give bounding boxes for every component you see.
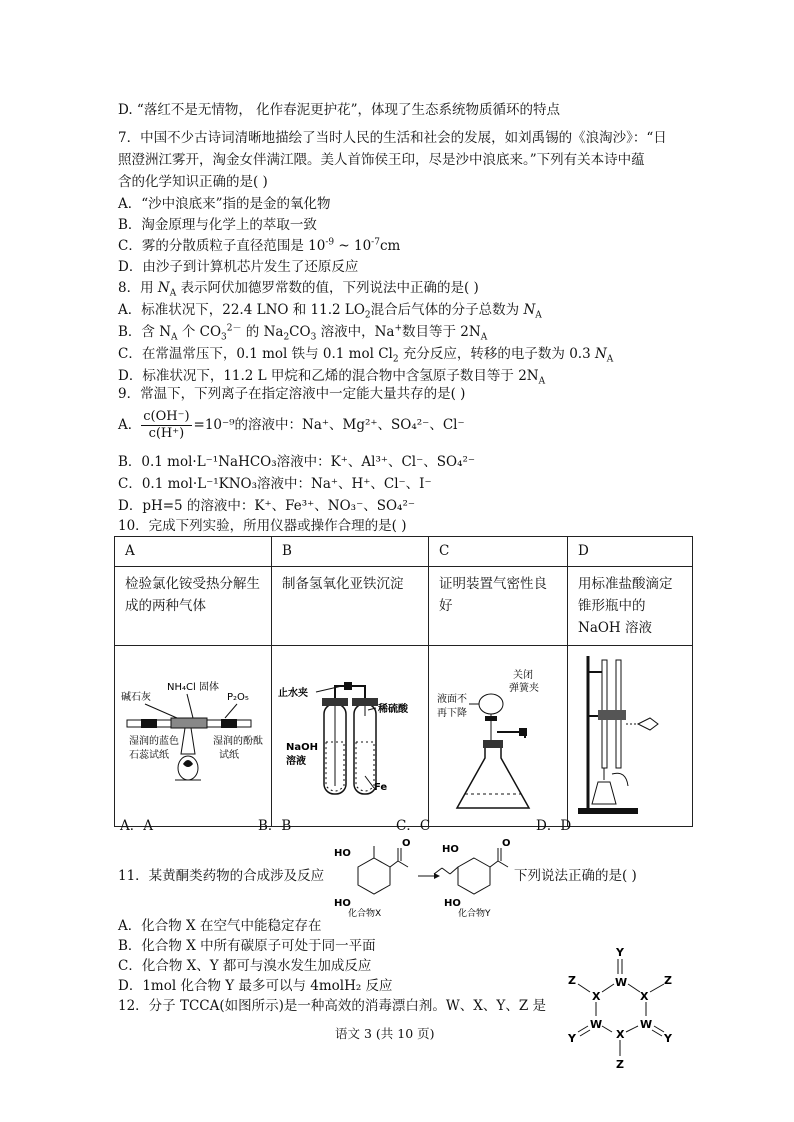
- q10-experiment-table: [114, 536, 693, 827]
- q7-stem-line2: 照澄洲江雾开，淘金女伴满江隈。美人首饰侯王印，尽是沙中浪底来。”下列有关本诗中蕴: [118, 152, 645, 168]
- svg-text:X: X: [640, 990, 649, 1003]
- q8-option-d: D．标准状况下，11.2 L 甲烷和乙烯的混合物中含氢原子数目等于 $2N_A$: [118, 368, 546, 387]
- q7-stem-line3: 含的化学知识正确的是( ): [118, 174, 268, 190]
- q11-option-c: C．化合物 X、Y 都可与溴水发生加成反应: [118, 958, 372, 974]
- ferrous-hydroxide-apparatus: [272, 646, 428, 822]
- svg-text:HO: HO: [334, 848, 351, 859]
- svg-text:再下降: 再下降: [437, 708, 467, 719]
- task-b: 制备氢氧化亚铁沉淀: [272, 567, 429, 646]
- q10-answer-c: C．C: [396, 818, 431, 834]
- q7-option-d: D．由沙子到计算机芯片发生了还原反应: [118, 259, 359, 275]
- svg-text:Z: Z: [568, 974, 576, 987]
- q10-answer-a: A．A: [120, 818, 153, 834]
- col-header-a: A: [115, 537, 272, 567]
- q12-stem: 12．分子 TCCA(如图所示)是一种高效的消毒漂白剂。W、X、Y、Z 是: [118, 998, 546, 1014]
- q7-option-b: B．淘金原理与化学上的萃取一致: [118, 217, 317, 233]
- svg-text:试纸: 试纸: [219, 750, 239, 761]
- q7-option-a: A．“沙中浪底来”指的是金的氧化物: [118, 196, 331, 212]
- q11-option-a: A．化合物 X 在空气中能稳定存在: [118, 918, 322, 934]
- q9-fraction: $\frac{c(OH^-)}{c(H^+)}$: [143, 409, 190, 441]
- svg-text:X: X: [592, 990, 601, 1003]
- svg-text:液面不: 液面不: [437, 694, 467, 705]
- tcca-structure: [560, 946, 684, 1070]
- svg-text:Fe: Fe: [374, 782, 388, 793]
- svg-text:NH₄Cl 固体: NH₄Cl 固体: [167, 682, 219, 693]
- q11-option-b: B．化合物 X 中所有碳原子可处于同一平面: [118, 938, 376, 954]
- q8-option-c: C．在常温常压下，0.1 mol 铁与 0.1 mol $Cl_2$ 充分反应，转移的电子数为 0.3 $N_A$: [118, 346, 614, 365]
- svg-text:W: W: [590, 1018, 603, 1031]
- figure-d-cell: [568, 646, 693, 827]
- svg-text:稀硫酸: 稀硫酸: [378, 704, 408, 715]
- svg-text:Z: Z: [616, 1058, 624, 1070]
- svg-text:Y: Y: [616, 946, 624, 959]
- compound-x-label: 化合物X: [348, 909, 382, 919]
- svg-text:关闭: 关闭: [513, 670, 533, 681]
- col-header-c: C: [429, 537, 568, 567]
- q10-stem: 10．完成下列实验，所用仪器或操作合理的是( ): [118, 518, 407, 534]
- q10-answer-d: D．D: [536, 818, 572, 834]
- svg-text:Z: Z: [664, 974, 672, 987]
- col-header-d: D: [568, 537, 693, 567]
- svg-text:O: O: [502, 838, 511, 849]
- q8-stem: 8．用 $N_A$ 表示阿伏加德罗常数的值，下列说法中正确的是( ): [118, 280, 479, 299]
- flavonoid-reaction-scheme: [334, 834, 514, 920]
- q9-option-a: A． $\frac{c(OH^-)}{c(H^+)}$ =10⁻⁹的溶液中：Na⁺、Mg²⁺、SO₄²⁻、Cl⁻: [118, 409, 465, 441]
- q9-stem: 9．常温下，下列离子在指定溶液中一定能大量共存的是( ): [118, 386, 466, 402]
- svg-text:X: X: [616, 1028, 625, 1041]
- svg-text:P₂O₅: P₂O₅: [227, 692, 249, 703]
- svg-text:止水夹: 止水夹: [278, 688, 308, 699]
- q11-stem-end: 下列说法正确的是( ): [514, 868, 637, 884]
- svg-text:Y: Y: [568, 1032, 576, 1045]
- svg-text:碱石灰: 碱石灰: [121, 692, 151, 703]
- svg-text:湿润的蓝色: 湿润的蓝色: [129, 736, 179, 747]
- figure-c-cell: [429, 646, 568, 827]
- task-d: 用标准盐酸滴定锥形瓶中的 NaOH 溶液: [568, 567, 693, 646]
- q8-option-a: A．标准状况下，22.4 LNO 和 11.2 $LO_2$混合后气体的分子总数为 $N_A$: [118, 302, 542, 321]
- q11-option-d: D．1mol 化合物 Y 最多可以与 4molH₂ 反应: [118, 978, 393, 994]
- q7-stem-line1: 7．中国不少古诗词清晰地描绘了当时人民的生活和社会的发展，如刘禹锡的《浪淘沙》：“日: [118, 130, 667, 146]
- svg-text:HO: HO: [442, 844, 459, 855]
- svg-text:弹簧夹: 弹簧夹: [509, 683, 539, 694]
- svg-text:HO: HO: [444, 898, 461, 909]
- q8-option-b: B．含 $N_A$ 个 $CO_3^{2-}$ 的 $Na_2CO_3$ 溶液中，Na+数目等于 $2N_A$: [118, 323, 488, 343]
- compound-y-label: 化合物Y: [458, 909, 491, 919]
- svg-text:W: W: [640, 1018, 653, 1031]
- q11-stem: 11．某黄酮类药物的合成涉及反应: [118, 868, 325, 884]
- svg-text:NaOH: NaOH: [286, 742, 318, 753]
- titration-apparatus: [568, 646, 692, 822]
- svg-text:HO: HO: [334, 898, 351, 909]
- svg-text:Y: Y: [664, 1032, 672, 1045]
- task-a: 检验氯化铵受热分解生成的两种气体: [115, 567, 272, 646]
- heating-ammonium-chloride-figure: [115, 646, 271, 822]
- figure-a-cell: [115, 646, 272, 827]
- airtightness-check-apparatus: [429, 646, 567, 822]
- svg-text:溶液: 溶液: [286, 756, 306, 767]
- q9-option-c: C．0.1 mol·L⁻¹KNO₃溶液中：Na⁺、H⁺、Cl⁻、I⁻: [118, 476, 432, 492]
- figure-b-cell: [272, 646, 429, 827]
- q6-option-d: D. “落红不是无情物， 化作春泥更护花”，体现了生态系统物质循环的特点: [118, 102, 561, 118]
- q9-option-b: B．0.1 mol·L⁻¹NaHCO₃溶液中：K⁺、Al³⁺、Cl⁻、SO₄²⁻: [118, 454, 476, 470]
- q10-answer-b: B．B: [258, 818, 292, 834]
- svg-text:O: O: [402, 838, 411, 849]
- q7-option-c: C．雾的分散质粒子直径范围是 $10^{-9}$ ~ $10^{-7}cm$: [118, 237, 401, 254]
- svg-text:湿润的酚酞: 湿润的酚酞: [213, 736, 263, 747]
- svg-text:石蕊试纸: 石蕊试纸: [129, 750, 169, 761]
- page-footer: 语文 3 (共 10 页): [335, 1026, 435, 1041]
- task-c: 证明装置气密性良好: [429, 567, 568, 646]
- q9-option-d: D．pH=5 的溶液中：K⁺、Fe³⁺、NO₃⁻、SO₄²⁻: [118, 498, 415, 514]
- svg-text:W: W: [615, 976, 628, 989]
- col-header-b: B: [272, 537, 429, 567]
